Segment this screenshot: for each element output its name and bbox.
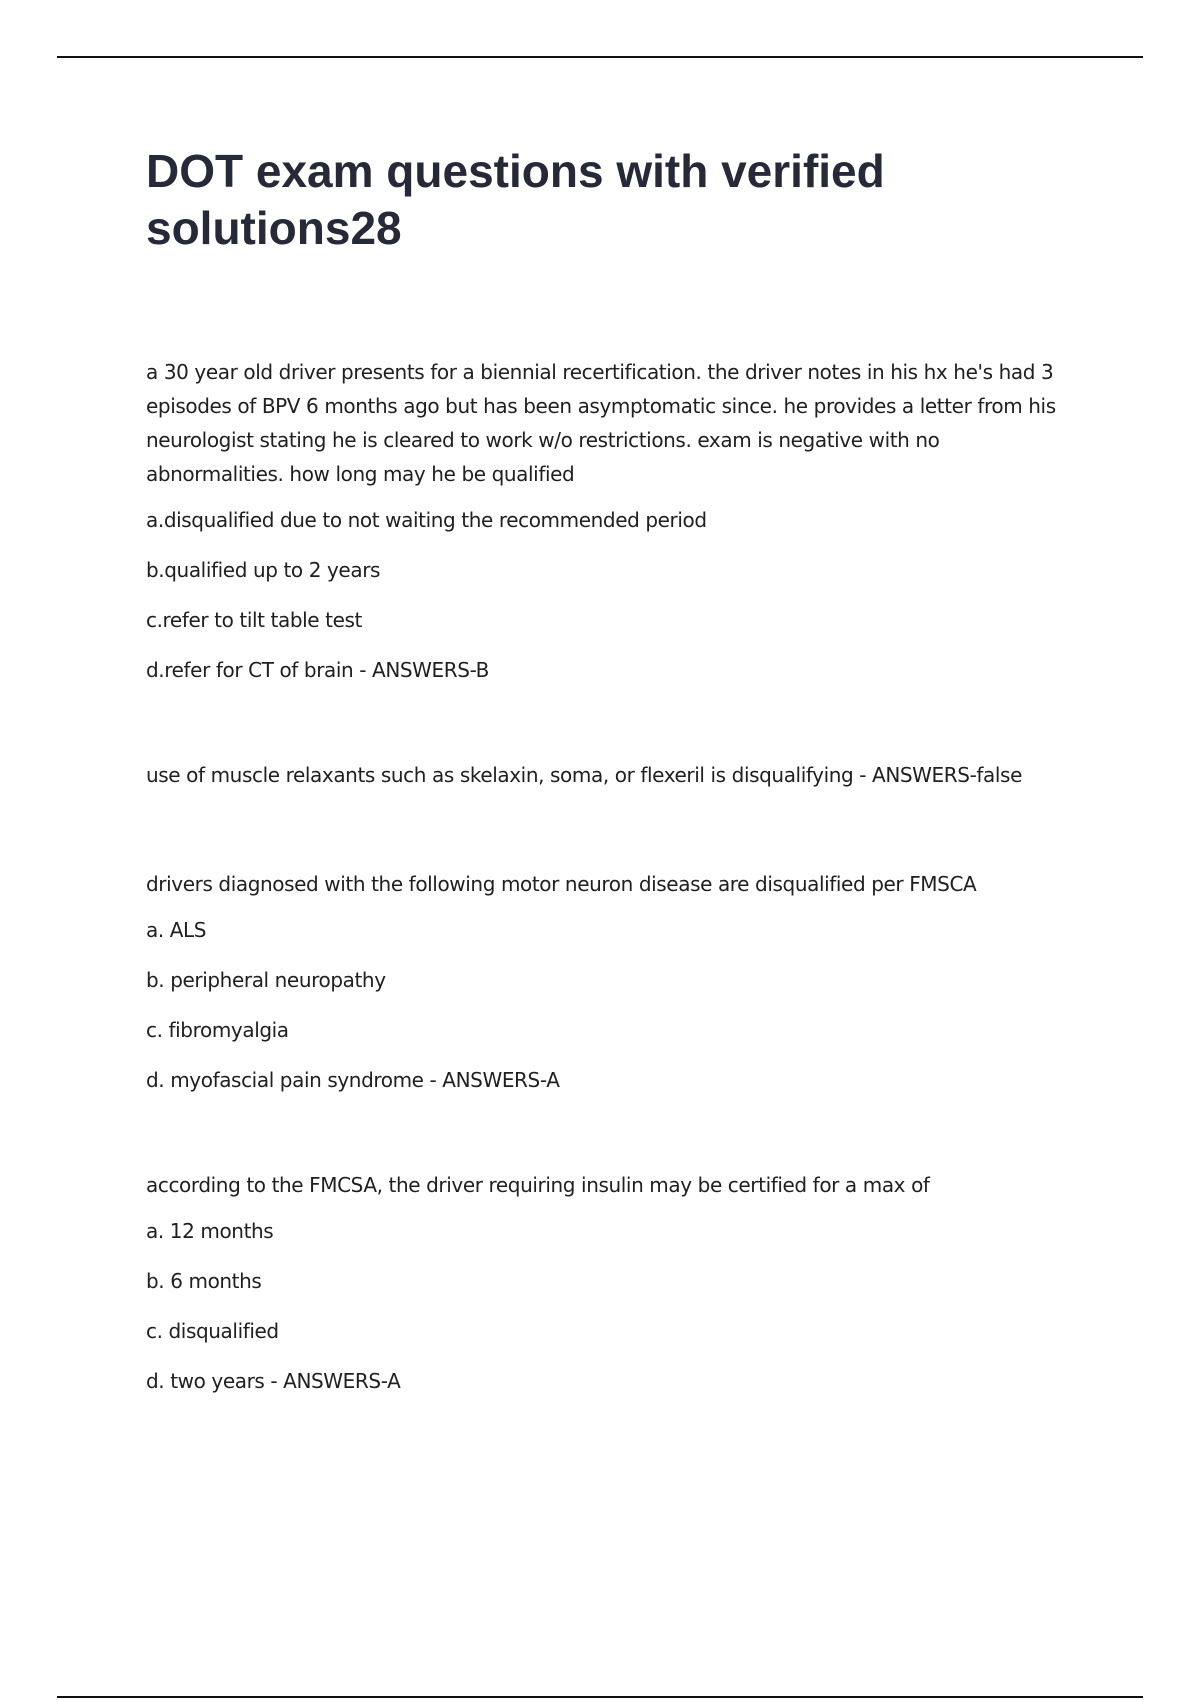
answer-option: a.disqualified due to not waiting the recommended period [146,508,707,532]
question-prompt: use of muscle relaxants such as skelaxin, soma, or flexeril is disqualifying - ANSWERS-false [146,763,1022,787]
answer-option: b. 6 months [146,1269,262,1293]
question-block [146,355,1076,683]
answer-option: c. fibromyalgia [146,1018,289,1042]
page-title: DOT exam questions with verified solutions28 [146,145,885,254]
answer-option: b.qualified up to 2 years [146,558,381,582]
question-prompt: according to the FMCSA, the driver requiring insulin may be certified for a max of [146,1173,930,1197]
answer-option: b. peripheral neuropathy [146,968,386,992]
answer-option: d. myofascial pain syndrome - ANSWERS-A [146,1068,560,1092]
footer-divider [57,1696,1143,1698]
answer-option: c.refer to tilt table test [146,608,362,632]
question-prompt: drivers diagnosed with the following motor neuron disease are disqualified per FMSCA [146,872,977,896]
answer-option: d. two years - ANSWERS-A [146,1369,401,1393]
answer-option: c. disqualified [146,1319,279,1343]
answer-option: a. 12 months [146,1219,274,1243]
document-body [146,355,1076,1394]
answer-option: a. ALS [146,918,207,942]
header-divider [57,56,1143,58]
question-block [146,1168,1076,1394]
question-prompt: a 30 year old driver presents for a biennial recertification. the driver notes in his hx he's had 3 episodes of BPV 6 months ago but has been asymptomatic since. he provides a letter from his neurologist stating he is cleared to work w/o restrictions. exam is negative with no abnormalities. how long may he be qualified [146,360,1056,486]
question-block [146,758,1076,792]
answer-option: d.refer for CT of brain - ANSWERS-B [146,658,490,682]
question-block [146,867,1076,1093]
